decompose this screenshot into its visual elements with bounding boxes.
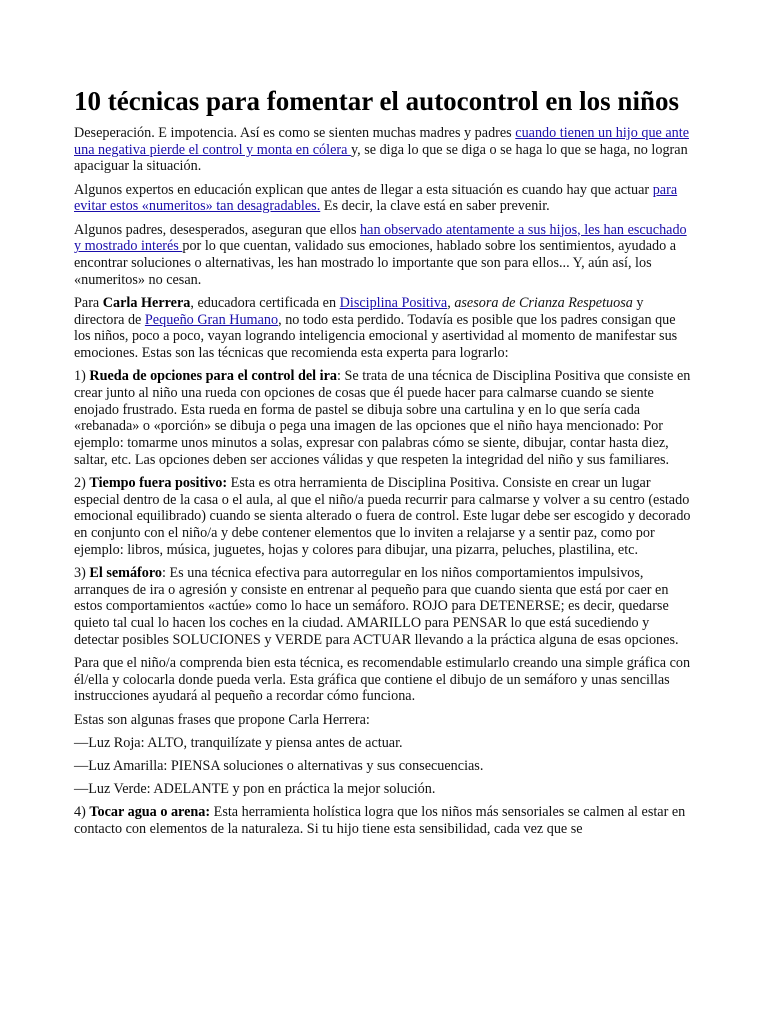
technique-4 [74,804,692,837]
intro-text-end: y, se diga lo que se diga o se haga lo que se haga, no logran apaciguar la situación. [74,141,688,175]
technique-3 [74,565,692,649]
expert-intro-text-4: y directora de [74,294,644,328]
technique-1-name: Rueda de opciones para el control del ira [89,368,337,385]
technique-1-number: 1) [74,368,90,385]
technique-4-name: Tocar agua o arena: [89,804,211,821]
technique-1-text: : Se trata de una técnica de Disciplina Positiva que consiste en crear junto al niño una rueda con opciones de cosas que él puede hacer para calmarse cuando se siente enojado frustrado. Esta rueda en forma de pastel se dibuja sobre una cartulina y en lo que sería cada «rebanada» o «porción» se dibuja o pega una imagen de las opciones que el niño haya mencionado: Por ejemplo: tomarme unos minutos a solas, expresar con palabras cómo se siente, dibujar, contar hasta diez, saltar, etc. Las opciones deben ser acciones válidas y que respeten la integridad del niño y sus familiares. [74,368,691,468]
expert-name: Carla Herrera [102,294,191,311]
experts-text-end: Es decir, la clave está en saber prevenir. [320,198,550,215]
observado-hijos-link[interactable]: han observado atentamente a sus hijos, les han escuchado y mostrado interés [74,221,687,255]
disciplina-positiva-link[interactable]: Disciplina Positiva [339,294,448,311]
technique-4-text: Esta herramienta holística logra que los niños más sensoriales se calmen al estar en contacto con elementos de la naturaleza. Si tu hijo tiene esta sensibilidad, cada vez que se [74,804,686,838]
technique-2-name: Tiempo fuera positivo: [89,474,228,491]
luz-roja-line: —Luz Roja: ALTO, tranquilízate y piensa antes de actuar. [74,734,403,751]
parents-paragraph [74,222,692,289]
expert-role: asesora de Crianza Respetuosa [454,294,633,311]
expert-intro-text-2: , educadora certificada en [190,294,340,311]
technique-4-number: 4) [74,804,90,821]
pequeno-gran-humano-link[interactable]: Pequeño Gran Humano [144,311,279,328]
intro-paragraph [74,125,692,175]
frases-intro: Estas son algunas frases que propone Carla Herrera: [74,711,370,728]
expert-intro-text-3: , [447,294,455,311]
article-title: 10 técnicas para fomentar el autocontrol en los niños [74,86,679,116]
technique-3-name: El semáforo [89,564,163,581]
technique-2-text: Esta es otra herramienta de Disciplina Positiva. Consiste en crear un lugar especial dentro de la casa o el aula, al que el niño/a pueda recurrir para calmarse y volver a su centro (estado emocional equilibrado) cuando se sienta alterado o fuera de control. Este lugar debe ser escogido y decorado en conjunto con el niño/a y debe contener elementos que lo inviten a relajarse y a sentir paz, como por ejemplo: libros, música, juguetes, hojas y colores para dibujar, una pizarra, peluches, plastilina, etc. [74,474,691,558]
intro-text: Deseperación. E impotencia. Así es como se sienten muchas madres y padres [74,125,516,141]
experts-paragraph [74,182,692,215]
parents-text: Algunos padres, desesperados, aseguran que ellos [74,221,361,238]
technique-3-number: 3) [74,564,90,581]
technique-1 [74,368,692,468]
technique-2-number: 2) [74,474,90,491]
expert-intro-paragraph [74,295,692,362]
luz-verde-line: —Luz Verde: ADELANTE y pon en práctica la mejor solución. [74,781,436,798]
expert-intro-text-5: , no todo esta perdido. Todavía es posible que los padres consigan que los niños, poco a poco, vayan logrando inteligencia emocional y asertividad al momento de manifestar sus emociones. Estas son las técnicas que recomienda esta experta para lograrlo: [74,311,678,361]
semaforo-explanation: Para que el niño/a comprenda bien esta técnica, es recomendable estimularlo creando una simple gráfica con él/ella y colocarla donde pueda verla. Esta gráfica que contiene el dibujo de un semáforo y unas sencillas instrucciones ayudará al pequeño a recordar cómo funciona. [74,654,691,705]
technique-3-text: : Es una técnica efectiva para autorregular en los niños comportamientos impulsivos, arranques de ira o agresión y consiste en entrenar al pequeño para que cuando sienta que está por caer en estos comportamientos «actúe» como lo hace un semáforo. ROJO para DETENERSE; es decir, quedarse quieto tal cual lo hacen los coches en la ciudad. AMARILLO para PENSAR lo que está sucediendo y detectar posibles SOLUCIONES y VERDE para ACTUAR llevando a la práctica alguna de esas opciones. [74,564,679,648]
luz-amarilla-line: —Luz Amarilla: PIENSA soluciones o alternativas y sus consecuencias. [74,757,484,774]
parents-text-end: por lo que cuentan, validado sus emociones, hablado sobre los sentimientos, ayudado a encontrar soluciones o alternativas, les han mostrado lo importante que son para ellos... Y, aún así, los «numeritos» no cesan. [74,238,677,288]
experts-text: Algunos expertos en educación explican que antes de llegar a esta situación es cuando hay que actuar [74,181,653,198]
cuando-tienen-un-hijo-link[interactable]: cuando tienen un hijo que ante una negativa pierde el control y monta en cólera [74,125,690,158]
evitar-numeritos-link[interactable]: para evitar estos «numeritos» tan desagradables. [74,181,678,215]
expert-intro-text: Para [74,294,103,311]
technique-2 [74,475,692,559]
